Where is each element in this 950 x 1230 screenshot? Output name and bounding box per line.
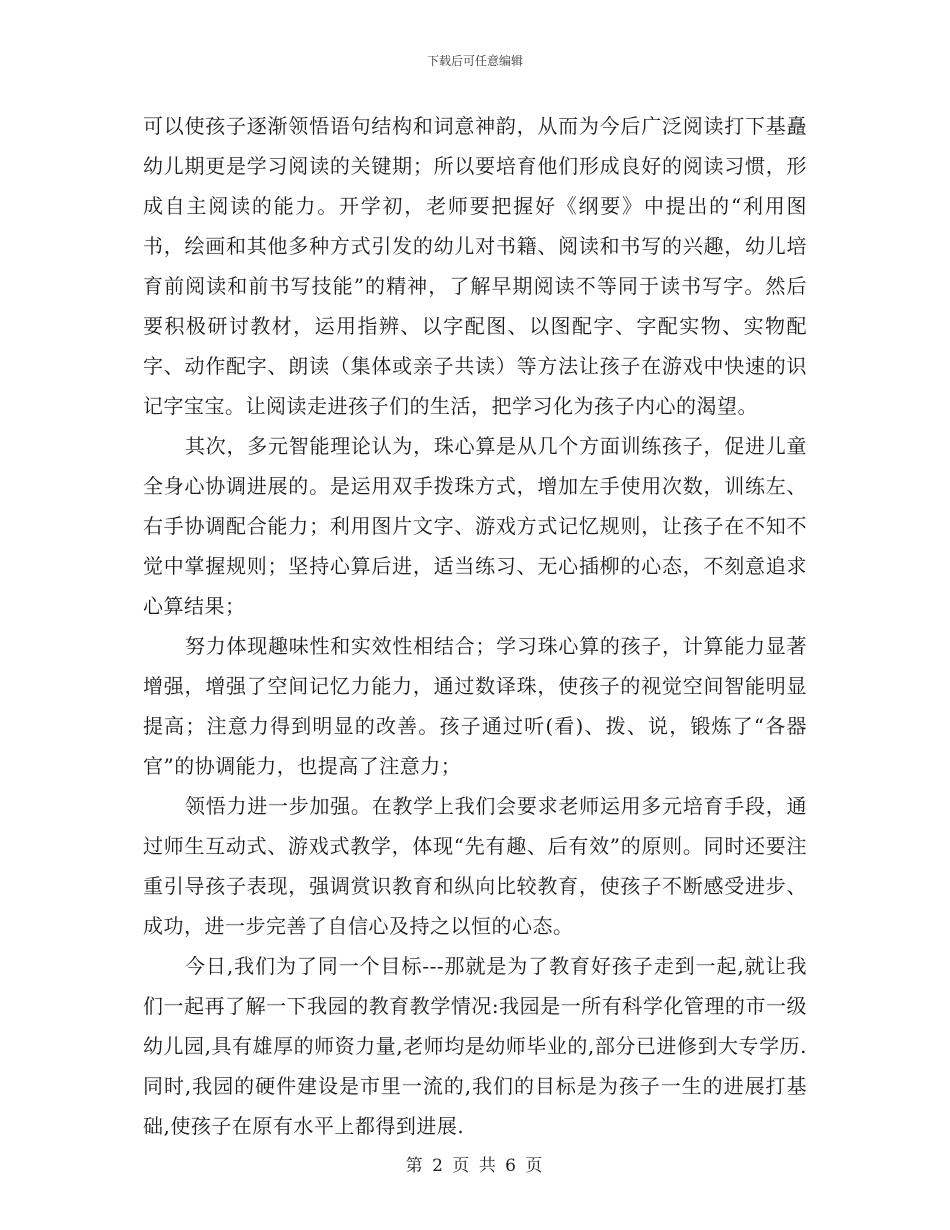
paragraph-reading: 可以使孩子逐渐领悟语句结构和词意神韵，从而为今后广泛阅读打下基矗幼儿期更是学习阅读的关键期；所以要培育他们形成良好的阅读习惯，形成自主阅读的能力。开学初，老师要把握好《纲要》中提出的“利用图书，绘画和其他多种方式引发的幼儿对书籍、阅读和书写的兴趣，幼儿培育前阅读和前书写技能”的精神，了解早期阅读不等同于读书写字。然后要积极研讨教材，运用指辨、以字配图、以图配字、字配实物、实物配字、动作配字、朗读（集体或亲子共读）等方法让孩子在游戏中快速的识记字宝宝。让阅读走进孩子们的生活，把学习化为孩子内心的渴望。 xyxy=(143,114,807,418)
page-number: 第 2 页 共 6 页 xyxy=(405,1156,545,1176)
paragraph-abacus-theory: 其次，多元智能理论认为，珠心算是从几个方面训练孩子，促进儿童全身心协调进展的。是运用双手拨珠方式，增加左手使用次数，训练左、右手协调配合能力；利用图片文字、游戏方式记忆规则，让孩子在不知不觉中掌握规则；坚持心算后进，适当练习、无心插柳的心态，不刻意追求心算结果； xyxy=(143,434,807,618)
paragraph-kindergarten-intro: 今日,我们为了同一个目标---那就是为了教育好孩子走到一起,就让我们一起再了解一下我园的教育教学情况:我园是一所有科学化管理的市一级幼儿园,具有雄厚的师资力量,老师均是幼师毕业的,部分已进修到大专学历.同时,我园的硬件建设是市里一流的,我们的目标是为孩子一生的进展打基础,使孩子在原有水平上都得到进展. xyxy=(143,954,807,1138)
page-header: 下载后可任意编辑 xyxy=(426,54,523,68)
document-body xyxy=(143,106,807,1146)
paragraph-comprehension: 领悟力进一步加强。在教学上我们会要求老师运用多元培育手段，通过师生互动式、游戏式教学，体现“先有趣、后有效”的原则。同时还要注重引导孩子表现，强调赏识教育和纵向比较教育，使孩子不断感受进步、成功，进一步完善了自信心及持之以恒的心态。 xyxy=(143,794,807,938)
paragraph-abacus-effects: 努力体现趣味性和实效性相结合；学习珠心算的孩子，计算能力显著增强，增强了空间记忆力能力，通过数译珠，使孩子的视觉空间智能明显提高；注意力得到明显的改善。孩子通过听(看)、拨、说，锻炼了“各器官”的协调能力，也提高了注意力； xyxy=(143,634,807,778)
